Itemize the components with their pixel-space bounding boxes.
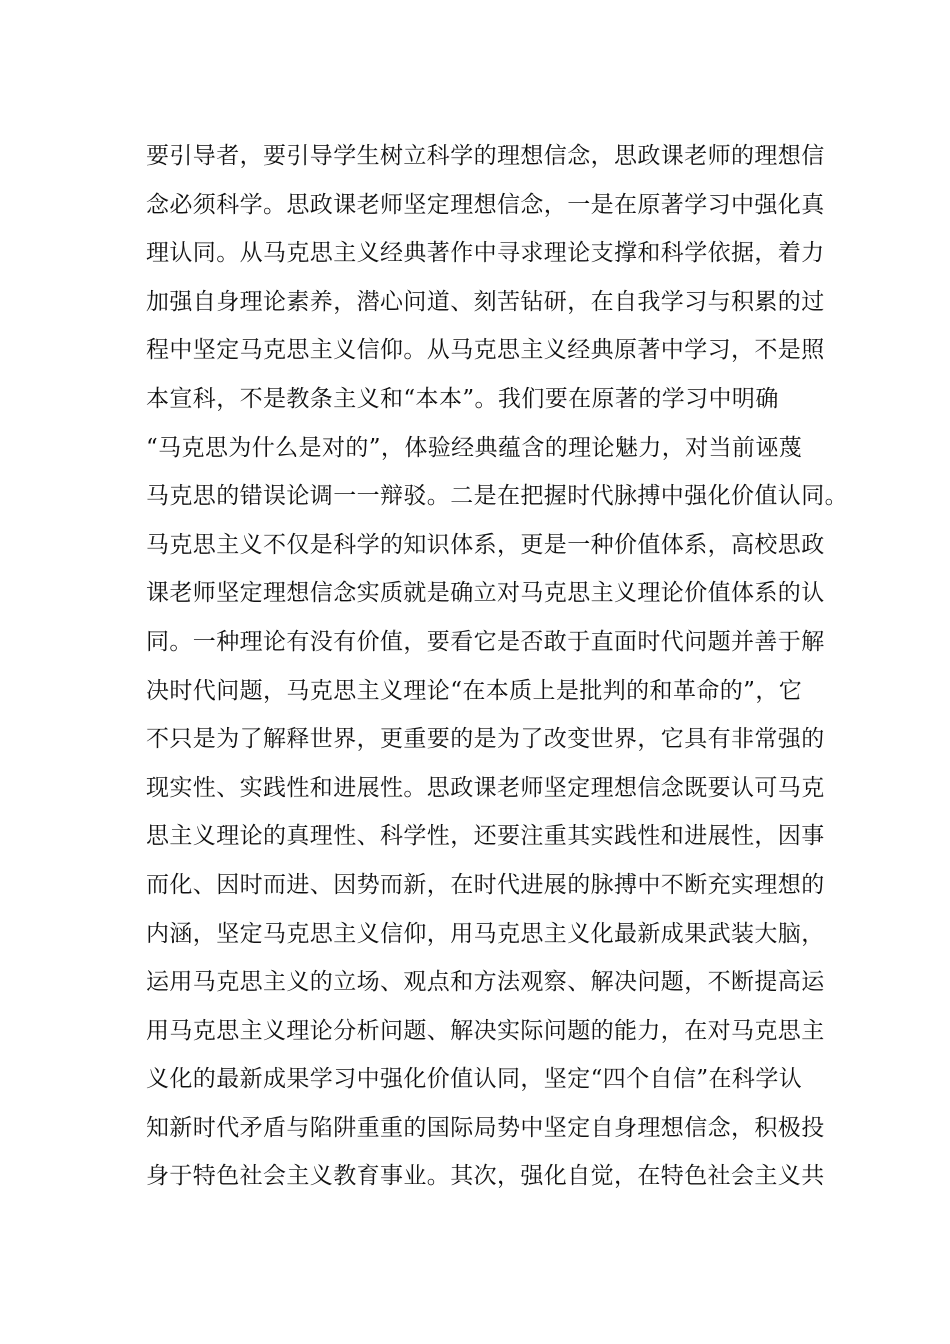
text-line: 理认同。从马克思主义经典著作中寻求理论支撑和科学依据，着力 — [146, 240, 825, 267]
text-line: 不只是为了解释世界，更重要的是为了改变世界，它具有非常强的 — [146, 726, 825, 753]
text-line: 思主义理论的真理性、科学性，还要注重其实践性和进展性，因事 — [146, 823, 825, 850]
text-line: 义化的最新成果学习中强化价值认同，坚定“四个自信”在科学认 — [146, 1066, 803, 1093]
text-line: 而化、因时而进、因势而新，在时代进展的脉搏中不断充实理想的 — [146, 871, 825, 898]
text-line: 用马克思主义理论分析问题、解决实际问题的能力，在对马克思主 — [146, 1017, 825, 1044]
text-line: 本宣科，不是教条主义和“本本”。我们要在原著的学习中明确 — [146, 385, 779, 412]
text-line: 念必须科学。思政课老师坚定理想信念，一是在原著学习中强化真 — [146, 191, 825, 218]
text-line: 马克思的错误论调一一辩驳。二是在把握时代脉搏中强化价值认同。 — [146, 483, 848, 510]
body-paragraph — [146, 132, 846, 1201]
text-line: 马克思主义不仅是科学的知识体系，更是一种价值体系，高校思政 — [146, 531, 825, 558]
text-line: “马克思为什么是对的”，体验经典蕴含的理论魅力，对当前诬蔑 — [146, 434, 803, 461]
text-line: 课老师坚定理想信念实质就是确立对马克思主义理论价值体系的认 — [146, 580, 825, 607]
text-line: 现实性、实践性和进展性。思政课老师坚定理想信念既要认可马克 — [146, 774, 825, 801]
text-line: 决时代问题，马克思主义理论“在本质上是批判的和革命的”，它 — [146, 677, 803, 704]
text-line: 身于特色社会主义教育事业。其次，强化自觉，在特色社会主义共 — [146, 1163, 825, 1190]
text-line: 运用马克思主义的立场、观点和方法观察、解决问题，不断提高运 — [146, 969, 825, 996]
text-line: 加强自身理论素养，潜心问道、刻苦钻研，在自我学习与积累的过 — [146, 288, 825, 315]
text-line: 要引导者，要引导学生树立科学的理想信念，思政课老师的理想信 — [146, 143, 825, 169]
text-line: 内涵，坚定马克思主义信仰，用马克思主义化最新成果武装大脑， — [146, 920, 825, 947]
text-line: 程中坚定马克思主义信仰。从马克思主义经典原著中学习，不是照 — [146, 337, 825, 364]
text-line: 知新时代矛盾与陷阱重重的国际局势中坚定自身理想信念，积极投 — [146, 1114, 825, 1141]
text-line: 同。一种理论有没有价值，要看它是否敢于直面时代问题并善于解 — [146, 628, 825, 655]
